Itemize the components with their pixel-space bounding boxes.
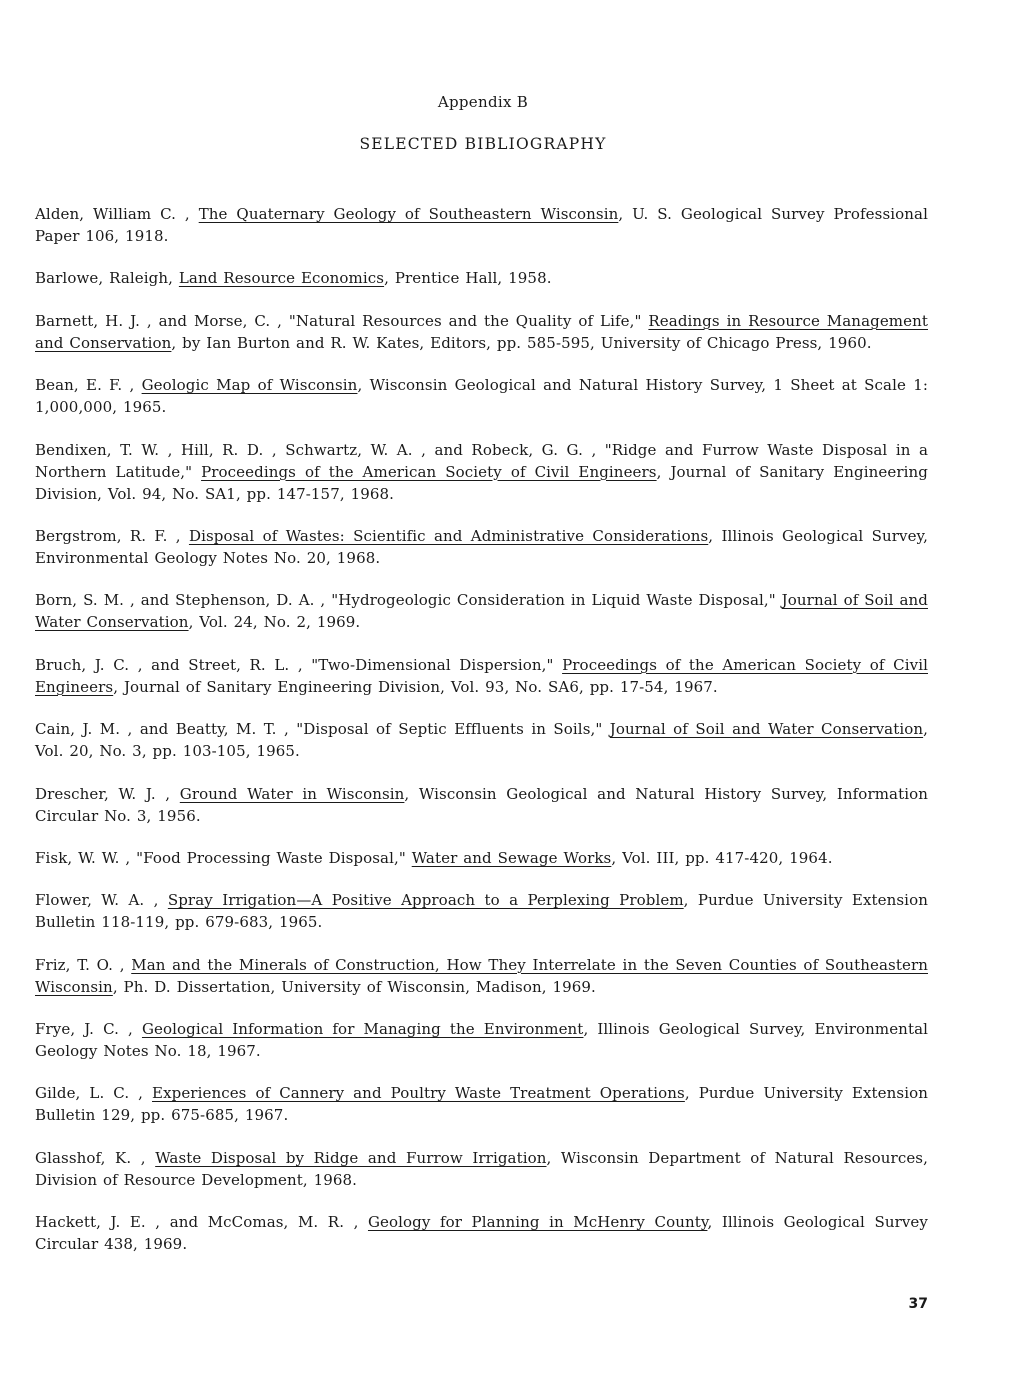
entry-author: Barlowe, Raleigh,	[35, 269, 179, 288]
bibliography-entry	[35, 954, 928, 998]
entry-details: , Ph. D. Dissertation, University of Wisconsin, Madison, 1969.	[112, 977, 596, 996]
entry-author: Fisk, W. W. , "Food Processing Waste Disposal,"	[35, 848, 412, 867]
bibliography-entry	[35, 654, 928, 698]
entry-details: , Vol. III, pp. 417-420, 1964.	[611, 848, 833, 867]
entry-author: Born, S. M. , and Stephenson, D. A. , "Hydrogeologic Consideration in Liquid Waste Disposal,"	[35, 591, 782, 610]
entry-author: Gilde, L. C. ,	[35, 1084, 153, 1103]
bibliography-entry	[35, 203, 928, 247]
entry-author: Flower, W. A. ,	[35, 891, 168, 910]
entry-title: Geologic Map of Wisconsin	[141, 376, 358, 395]
entry-details: , by Ian Burton and R. W. Kates, Editors, pp. 585-595, University of Chicago Press, 1960.	[171, 333, 872, 352]
entry-title: The Quaternary Geology of Southeastern Wisconsin	[198, 205, 619, 223]
entry-author: Barnett, H. J. , and Morse, C. , "Natural Resources and the Quality of Life,"	[35, 311, 649, 330]
entry-title: Ground Water in Wisconsin	[179, 784, 405, 803]
bibliography-entry	[35, 1211, 928, 1255]
entry-title: Geological Information for Managing the Environment	[141, 1020, 584, 1039]
entry-title: Experiences of Cannery and Poultry Waste Treatment Operations	[152, 1084, 685, 1103]
bibliography-entry	[35, 589, 928, 633]
entry-author: Frye, J. C. ,	[35, 1020, 142, 1039]
entry-title: Proceedings of the American Society of Civil Engineers	[35, 655, 928, 696]
entry-author: Glasshof, K. ,	[35, 1148, 156, 1167]
page-title: SELECTED BIBLIOGRAPHY	[359, 135, 607, 153]
entry-author: Hackett, J. E. , and McComas, M. R. ,	[35, 1213, 368, 1232]
bibliography-entry	[35, 310, 928, 354]
bibliography-entry	[35, 267, 928, 289]
entry-details: , Purdue University Extension Bulletin 129, pp. 675-685, 1967.	[35, 1084, 928, 1125]
entry-title: Water and Sewage Works	[411, 848, 612, 867]
entry-title: Spray Irrigation—A Positive Approach to a Perplexing Problem	[167, 891, 684, 910]
page-number: 37	[908, 1296, 928, 1312]
entry-author: Bean, E. F. ,	[35, 376, 142, 395]
entry-title: Readings in Resource Management and Conservation	[35, 311, 928, 352]
entry-details: , Wisconsin Department of Natural Resources, Division of Resource Development, 1968.	[35, 1148, 928, 1189]
entry-details: , Illinois Geological Survey Circular 438, 1969.	[35, 1213, 928, 1254]
bibliography-entry	[35, 847, 928, 869]
entry-author: Bendixen, T. W. , Hill, R. D. , Schwartz, W. A. , and Robeck, G. G. , "Ridge and Furrow Waste Disposal in a Northern Latitude,"	[35, 440, 928, 481]
bibliography-entry	[35, 1018, 928, 1062]
entry-details: , U. S. Geological Survey Professional Paper 106, 1918.	[35, 205, 928, 245]
bibliography-entry	[35, 889, 928, 933]
bibliography-entry	[35, 439, 928, 505]
entry-details: , Journal of Sanitary Engineering Division, Vol. 94, No. SA1, pp. 147-157, 1968.	[35, 462, 928, 503]
entry-author: Cain, J. M. , and Beatty, M. T. , "Disposal of Septic Effluents in Soils,"	[35, 720, 610, 739]
entry-details: , Illinois Geological Survey, Environmental Geology Notes No. 18, 1967.	[35, 1020, 929, 1061]
entry-details: , Journal of Sanitary Engineering Division, Vol. 93, No. SA6, pp. 17-54, 1967.	[113, 677, 718, 696]
entry-details: , Wisconsin Geological and Natural History Survey, Information Circular No. 3, 1956.	[35, 784, 928, 825]
entry-author: Alden, William C. ,	[35, 205, 199, 223]
bibliography-entry	[35, 374, 928, 418]
bibliography-entry	[35, 1147, 928, 1191]
entry-author: Bruch, J. C. , and Street, R. L. , "Two-Dimensional Dispersion,"	[35, 655, 563, 674]
entry-title: Journal of Soil and Water Conservation	[35, 591, 928, 632]
entry-author: Bergstrom, R. F. ,	[35, 526, 189, 545]
entry-details: , Purdue University Extension Bulletin 118-119, pp. 679-683, 1965.	[35, 891, 928, 932]
entry-details: , Illinois Geological Survey, Environmental Geology Notes No. 20, 1968.	[35, 526, 928, 567]
entry-details: , Vol. 20, No. 3, pp. 103-105, 1965.	[35, 720, 928, 761]
entry-title: Geology for Planning in McHenry County	[367, 1213, 708, 1232]
bibliography-entry	[35, 783, 928, 827]
appendix-label: Appendix B	[437, 93, 529, 111]
bibliography-entry	[35, 525, 928, 569]
entry-title: Proceedings of the American Society of Civil Engineers	[201, 462, 657, 481]
entry-author: Friz, T. O. ,	[35, 955, 132, 974]
bibliography-entry	[35, 1082, 928, 1126]
entry-title: Disposal of Wastes: Scientific and Administrative Considerations	[188, 526, 709, 545]
entry-title: Man and the Minerals of Construction, How They Interrelate in the Seven Counties of Southeastern Wisconsin	[35, 955, 928, 996]
entry-title: Journal of Soil and Water Conservation	[609, 720, 924, 739]
entry-details: , Wisconsin Geological and Natural History Survey, 1 Sheet at Scale 1: 1,000,000, 1965.	[35, 376, 928, 417]
entry-details: , Vol. 24, No. 2, 1969.	[188, 613, 361, 632]
entry-author: Drescher, W. J. ,	[35, 784, 180, 803]
entry-title: Land Resource Economics	[178, 269, 385, 288]
bibliography-list	[35, 203, 928, 1276]
entry-title: Waste Disposal by Ridge and Furrow Irrigation	[155, 1148, 547, 1167]
bibliography-entry	[35, 718, 928, 762]
entry-details: , Prentice Hall, 1958.	[384, 269, 552, 288]
